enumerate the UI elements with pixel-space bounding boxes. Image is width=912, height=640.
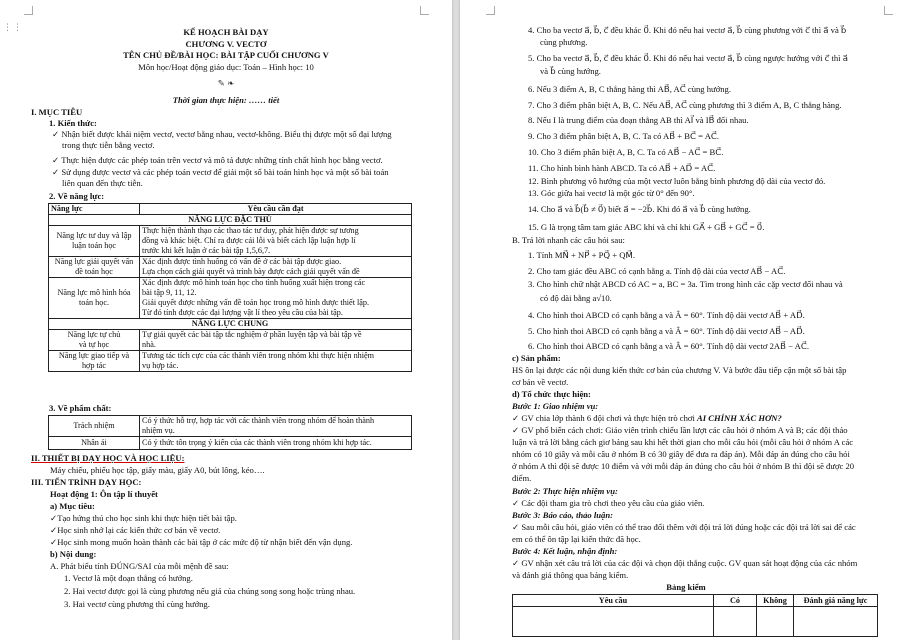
knowledge-heading: 1. Kiến thức:	[49, 118, 97, 128]
step-text: điểm.	[512, 473, 532, 483]
activity-heading: Hoạt động 1: Ôn tập lí thuyết	[50, 489, 158, 499]
list-item: 6. Nếu 3 điểm A, B, C thẳng hàng thì AB⃗, AC⃗ cùng hướng.	[528, 84, 731, 94]
list-item: 2. Hai vectơ được gọi là cùng phương nếu giá của chúng song song hoặc trùng nhau.	[64, 586, 356, 596]
list-item: 14. Cho a⃗ và b⃗(b⃗ ≠ 0⃗) biết a⃗ = −2b⃗. Khi đó a⃗ và b⃗ cùng hướng.	[528, 204, 751, 214]
table-cell: Nhân ái	[49, 437, 140, 450]
organize-heading: d) Tổ chức thực hiện:	[512, 389, 591, 399]
step-heading: Bước 3: Báo cáo, thảo luận:	[512, 510, 613, 520]
list-item: 4. Cho ba vectơ a⃗, b⃗, c⃗ đều khác 0⃗. Khi đó nếu hai vectơ a⃗, b⃗ cùng phương với c⃗ thì a⃗ và b⃗	[528, 25, 847, 35]
step-text: em có thể ôn tập lại kiến thức đã học.	[512, 534, 641, 544]
content-heading: b) Nội dung:	[50, 549, 97, 559]
lesson-title: TÊN CHỦ ĐỀ/BÀI HỌC: BÀI TẬP CUỐI CHƯƠNG V	[123, 50, 329, 60]
table-cell: Năng lực giải quyết vấn đề toán học	[49, 257, 140, 278]
section-equipment: II. THIẾT BỊ DẠY HỌC VÀ HỌC LIỆU:	[31, 453, 185, 463]
table-cell: Xác định được tình huống có vấn đề ở các bài tập được giao. Lựa chọn cách giải quyết và trình bày được cách giải quyết vấn đề	[140, 257, 412, 278]
list-item: 1. Vectơ là một đoạn thẳng có hướng.	[64, 573, 193, 583]
table-cell: Tương tác tích cực của các thành viên trong nhóm khi thực hiện nhiệm vụ hợp tác.	[140, 351, 412, 372]
section-process: III. TIẾN TRÌNH DẠY HỌC:	[31, 477, 142, 487]
list-item: 10. Cho 3 điểm phân biệt A, B, C. Ta có AB⃗ − AC⃗ = BC⃗.	[528, 147, 724, 157]
question-item: 3. Cho hình chữ nhật ABCD có AC = a, BC = 3a. Tìm trong hình các cặp vectơ đối nhau và	[528, 279, 843, 289]
knowledge-item: trong thực tiễn bằng vectơ.	[62, 140, 155, 150]
table-cell: Có ý thức hỗ trợ, hợp tác với các thành viên trong nhóm để hoàn thành nhiệm vụ.	[140, 416, 412, 437]
table-cell: Thực hiện thành thạo các thao tác tư duy, phát hiện được sự tương đồng và khác biệt. Chỉ ra được cái lỗi và biết cách lập luận hợp lí trước khi kết luận ở các bài tập 1,5,6,7.	[140, 226, 412, 257]
knowledge-item: ✓ Thực hiện được các phép toán trên vectơ và mô tả được những tính chất hình học bằng vectơ.	[52, 155, 383, 165]
goal-item: ✓Học sinh mong muốn hoàn thành các bài tập ở các mức độ từ nhận biết đến vận dụng.	[50, 537, 353, 547]
margin-corner-mark	[486, 6, 495, 15]
step-text: ✓ GV phổ biến cách chơi: Giáo viên trình chiếu lần lượt các câu hỏi ở nhóm A và B; các đội thảo	[512, 425, 848, 435]
quality-heading: 3. Về phẩm chất:	[49, 403, 112, 413]
list-item: 3. Hai vectơ cùng phương thì cùng hướng.	[64, 599, 210, 609]
list-item: 13. Góc giữa hai vectơ là một góc từ 0° đến 90°.	[528, 188, 695, 198]
goal-heading: a) Mục tiêu:	[50, 501, 95, 511]
table-cell: Có ý thức tôn trọng ý kiến của các thành viên trong nhóm khi hợp tác.	[140, 437, 412, 450]
table-cell	[513, 607, 714, 637]
table-cell: Năng lực mô hình hóa toán học.	[49, 278, 140, 319]
table-cell: Năng lực giao tiếp và hợp tác	[49, 351, 140, 372]
list-item: 7. Cho 3 điểm phân biệt A, B, C. Nếu AB⃗, AC⃗ cùng phương thì 3 điểm A, B, C thẳng hàng.	[528, 100, 842, 110]
step-text: ở nhóm A thì đội sẽ được 10 điểm và với mỗi đáp án đúng cho câu hỏi ở nhóm B thì đội sẽ được 20	[512, 461, 855, 471]
margin-corner-mark	[420, 6, 429, 15]
table-header: Yêu cầu	[513, 595, 714, 607]
section-objectives: I. MỤC TIÊU	[31, 107, 83, 117]
list-item: 8. Nếu I là trung điểm của đoạn thẳng AB thì AI⃗ và IB⃗ đối nhau.	[528, 115, 749, 125]
equipment-text: Máy chiếu, phiếu học tập, giấy màu, giấy A0, bút lông, kéo….	[50, 465, 265, 475]
table-section-row: NĂNG LỰC CHUNG	[49, 319, 412, 330]
list-item: cùng phương.	[540, 37, 588, 47]
page-gutter	[452, 0, 460, 640]
step-text: ✓ Các đội tham gia trò chơi theo yêu cầu của giáo viên.	[512, 498, 705, 508]
quality-table	[48, 415, 412, 450]
list-item: 12. Bình phương vô hướng của một vectơ luôn bằng bình phương độ dài của vectơ đó.	[528, 176, 826, 186]
product-text: cơ bản về vectơ.	[512, 377, 569, 387]
step-text: ✓ GV nhận xét câu trả lời của các đội và chọn đội thắng cuộc. GV quan sát hoạt động của các nhóm	[512, 558, 858, 568]
table-cell: Năng lực tự chủ và tự học	[49, 330, 140, 351]
table-header: Đánh giá năng lực	[794, 595, 878, 607]
table-cell	[757, 607, 794, 637]
step-text: ✓ Sau mỗi câu hỏi, giáo viên có thể trao đổi thêm với đội trả lời đúng hoặc các đội trả lời sai để các	[512, 522, 856, 532]
step-heading: Bước 1: Giao nhiệm vụ:	[512, 401, 599, 411]
list-item: 11. Cho hình bình hành ABCD. Ta có AB⃗ + AD⃗ = AC⃗.	[528, 163, 716, 173]
document-page-right	[460, 0, 912, 640]
question-item: 2. Cho tam giác đều ABC có cạnh bằng a. Tính độ dài của vectơ AB⃗ − AC⃗.	[528, 266, 786, 276]
list-item: và b⃗ cùng hướng.	[540, 66, 601, 76]
knowledge-item: ✓ Nhận biết được khái niệm vectơ, vectơ bằng nhau, vectơ-không. Biểu thị được một số đại lượng	[52, 129, 392, 139]
checklist-table	[512, 594, 878, 637]
part-a-heading: A. Phát biểu tính ĐÚNG/SAI của mỗi mệnh đề sau:	[50, 561, 229, 571]
step-heading: Bước 2: Thực hiện nhiệm vụ:	[512, 486, 618, 496]
table-cell: Trách nhiệm	[49, 416, 140, 437]
plan-title: KẾ HOẠCH BÀI DẠY	[183, 27, 269, 37]
list-item: 9. Cho 3 điểm phân biệt A, B, C. Ta có AB⃗ + BC⃗ = AC⃗.	[528, 131, 720, 141]
step-text: và đánh giá thông qua bảng kiểm.	[512, 570, 629, 580]
document-page-left	[0, 0, 452, 640]
part-b-heading: B. Trả lời nhanh các câu hỏi sau:	[512, 235, 625, 245]
competence-table	[48, 203, 412, 372]
step-heading: Bước 4: Kết luận, nhận định:	[512, 546, 618, 556]
chapter-title: CHƯƠNG V. VECTƠ	[185, 39, 267, 49]
table-cell	[714, 607, 757, 637]
table-header: Không	[757, 595, 794, 607]
table-section-row: NĂNG LỰC ĐẶC THÙ	[49, 215, 412, 226]
table-cell: Tự giải quyết các bài tập tắc nghiệm ở phần luyện tập và bài tập về nhà.	[140, 330, 412, 351]
ornament-icon: ✎ ❧	[217, 78, 235, 88]
product-heading: c) Sản phẩm:	[512, 353, 561, 363]
knowledge-item: liên quan đến thực tiễn.	[62, 178, 143, 188]
goal-item: ✓Tạo hứng thú cho học sinh khi thực hiện tiết bài tập.	[50, 513, 237, 523]
question-item: 6. Cho hình thoi ABCD có cạnh bằng a và Â = 60°. Tính độ dài vectơ 2AB⃗ − AC⃗.	[528, 341, 809, 351]
table-header: Có	[714, 595, 757, 607]
question-item: 5. Cho hình thoi ABCD có cạnh bằng a và Â = 60°. Tính độ dài vectơ AB⃗ − AD⃗.	[528, 326, 805, 336]
step-text: luận và trả lời bằng cách giơ bảng sau khi hết thời gian cho mỗi câu hỏi (mỗi câu hỏi ở nhóm A các	[512, 437, 854, 447]
margin-corner-mark	[24, 6, 33, 15]
product-text: HS ôn lại được các nội dung kiến thức cơ bản của chương V. Và bước đầu tiếp cận một số bài tập	[512, 365, 847, 375]
drag-handle-icon[interactable]: ⋮⋮	[3, 23, 23, 33]
margin-corner-mark	[884, 6, 893, 15]
question-item: 1. Tính MN⃗ + NP⃗ + PQ⃗ + QM⃗.	[528, 250, 636, 260]
table-header: Yêu cầu cần đạt	[140, 204, 412, 215]
table-header: Năng lực	[49, 204, 140, 215]
table-cell: Năng lực tư duy và lập luận toán học	[49, 226, 140, 257]
competence-heading: 2. Về năng lực:	[49, 191, 105, 201]
subject-line: Môn học/Hoạt động giáo dục: Toán – Hình học: 10	[138, 62, 314, 72]
game-name: AI CHÍNH XÁC HƠN?	[697, 413, 782, 423]
list-item: 15. G là trọng tâm tam giác ABC khi và chỉ khi GA⃗ + GB⃗ + GC⃗ = 0⃗.	[528, 222, 765, 232]
table-cell	[794, 607, 878, 637]
time-line: Thời gian thực hiện: …… tiết	[172, 95, 280, 105]
question-item: 4. Cho hình thoi ABCD có cạnh bằng a và Â = 60°. Tính độ dài vectơ AB⃗ + AD⃗.	[528, 310, 805, 320]
knowledge-item: ✓ Sử dụng được vectơ và các phép toán vectơ để giải một số bài toán hình học và một số bài toán	[52, 167, 389, 177]
step-text: ✓ GV chia lớp thành 6 đội chơi và thực hiện trò chơi AI CHÍNH XÁC HƠN?	[512, 413, 782, 423]
goal-item: ✓Học sinh nhớ lại các kiến thức cơ bản về vectơ.	[50, 525, 221, 535]
question-item: có độ dài bằng a√10.	[540, 293, 612, 303]
checklist-title: Bảng kiểm	[666, 582, 706, 592]
table-cell: Xác định được mô hình toán học cho tình huống xuất hiện trong các bài tập 9, 11, 12. Giải quyết được những vấn đề toán học trong mô hình được thiết lập. Từ đó tính được các đại lượng vật lí theo yêu cầu của bài tập.	[140, 278, 412, 319]
step-text: nhóm có 10 giây và mỗi câu ở nhóm B có 30 giây để đưa ra đáp án). Mỗi đáp án đúng cho câu hỏi	[512, 449, 850, 459]
list-item: 5. Cho ba vectơ a⃗, b⃗, c⃗ đều khác 0⃗. Khi đó nếu hai vectơ a⃗, b⃗ cùng ngược hướng với c⃗ thì a⃗	[528, 53, 848, 63]
